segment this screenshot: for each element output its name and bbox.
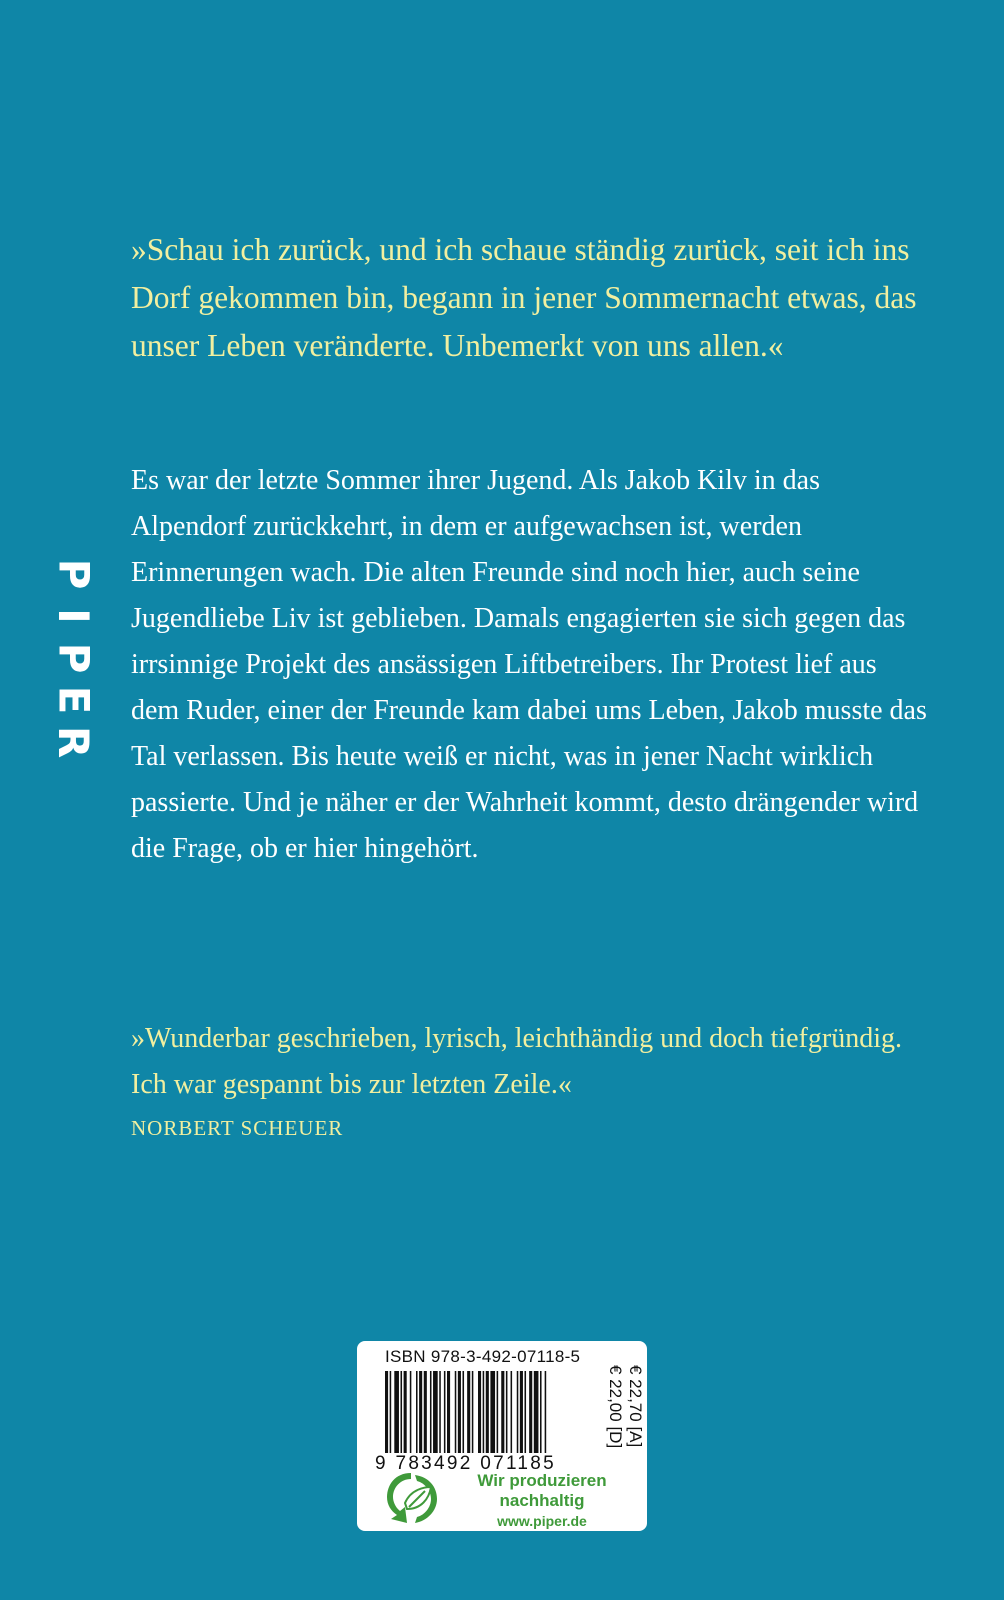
barcode-label bbox=[357, 1341, 647, 1531]
barcode-digits: 9 783492 071185 bbox=[375, 1453, 557, 1474]
eco-line-1: Wir produzieren bbox=[477, 1471, 607, 1490]
price-block bbox=[603, 1363, 647, 1463]
barcode-bar bbox=[534, 1371, 539, 1453]
barcode-bar bbox=[390, 1371, 392, 1453]
barcode-bar bbox=[517, 1371, 519, 1453]
barcode-bar bbox=[520, 1371, 523, 1453]
logo-letter: P bbox=[48, 558, 98, 590]
barcode-bar bbox=[394, 1371, 399, 1453]
barcode-bar bbox=[447, 1371, 450, 1453]
book-blurb: Es war der letzte Sommer ihrer Jugend. Als Jakob Kilv in das Alpendorf zurückkehrt, in dem er aufgewachsen ist, werden Erinnerungen wach. Die alten Freunde sind noch hier, auch seine Jugendliebe Liv ist geblieben. Damals engagierten sie sich gegen das irrsinnige Projekt des ansässigen Liftbetreibers. Ihr Protest lief aus dem Ruder, einer der Freunde kam dabei ums Leben, Jakob musste das Tal verlassen. Bis heute weiß er nicht, was in jener Nacht wirklich passierte. Und je näher er der Wahrheit kommt, desto drängender wird die Frage, ob er hier hingehört. bbox=[131, 465, 927, 864]
barcode-bar bbox=[467, 1371, 470, 1453]
barcode-bar bbox=[410, 1371, 412, 1453]
barcode-bar bbox=[455, 1371, 457, 1453]
barcode-bar bbox=[472, 1371, 474, 1453]
logo-letter: R bbox=[49, 725, 98, 759]
barcode-bar bbox=[497, 1371, 499, 1453]
barcode-bar bbox=[444, 1371, 446, 1453]
barcode-bar bbox=[490, 1371, 495, 1453]
barcode-bar bbox=[540, 1371, 542, 1453]
review-attribution: NORBERT SCHEUER bbox=[131, 1116, 344, 1140]
barcode-bar bbox=[430, 1371, 432, 1453]
barcode-bar bbox=[525, 1371, 527, 1453]
barcode-bar bbox=[385, 1371, 388, 1453]
review-quote: »Wunderbar geschrieben, lyrisch, leichthändig und doch tiefgründig. Ich war gespannt bis zur letzten Zeile.« bbox=[131, 1023, 902, 1100]
barcode-bar bbox=[506, 1371, 508, 1453]
barcode-bar bbox=[463, 1371, 465, 1453]
recycle-leaf-icon bbox=[381, 1469, 443, 1527]
price-austria: € 22,70 [A] bbox=[626, 1365, 645, 1448]
logo-letter: E bbox=[48, 685, 98, 715]
barcode-bar bbox=[486, 1371, 489, 1453]
barcode-bar bbox=[458, 1371, 461, 1453]
barcode-bar bbox=[511, 1371, 513, 1453]
barcode-bar bbox=[483, 1371, 485, 1453]
publisher-url: www.piper.de bbox=[497, 1513, 587, 1529]
barcode-bar bbox=[439, 1371, 441, 1453]
barcode-bar bbox=[433, 1371, 438, 1453]
isbn-text: ISBN 978-3-492-07118-5 bbox=[385, 1347, 581, 1366]
opening-quote: »Schau ich zurück, und ich schaue ständig zurück, seit ich ins Dorf gekommen bin, begann in jener Sommernacht etwas, das unser Leben veränderte. Unbemerkt von uns allen.« bbox=[131, 232, 917, 363]
price-germany: € 22,00 [D] bbox=[606, 1365, 625, 1449]
barcode-bar bbox=[478, 1371, 481, 1453]
barcode-bar bbox=[404, 1371, 407, 1453]
barcode-bar bbox=[416, 1371, 418, 1453]
barcode-bar bbox=[501, 1371, 504, 1453]
barcode-bar bbox=[419, 1371, 422, 1453]
eco-slogan bbox=[457, 1471, 627, 1511]
barcode-bar bbox=[424, 1371, 427, 1453]
logo-letter: I bbox=[48, 608, 98, 624]
piper-logo bbox=[48, 553, 98, 759]
logo-letter: P bbox=[48, 642, 98, 674]
barcode-bar bbox=[401, 1371, 403, 1453]
barcode-bars bbox=[385, 1371, 595, 1453]
barcode-bar bbox=[529, 1371, 532, 1453]
eco-line-2: nachhaltig bbox=[499, 1491, 585, 1510]
barcode-bar bbox=[545, 1371, 547, 1453]
